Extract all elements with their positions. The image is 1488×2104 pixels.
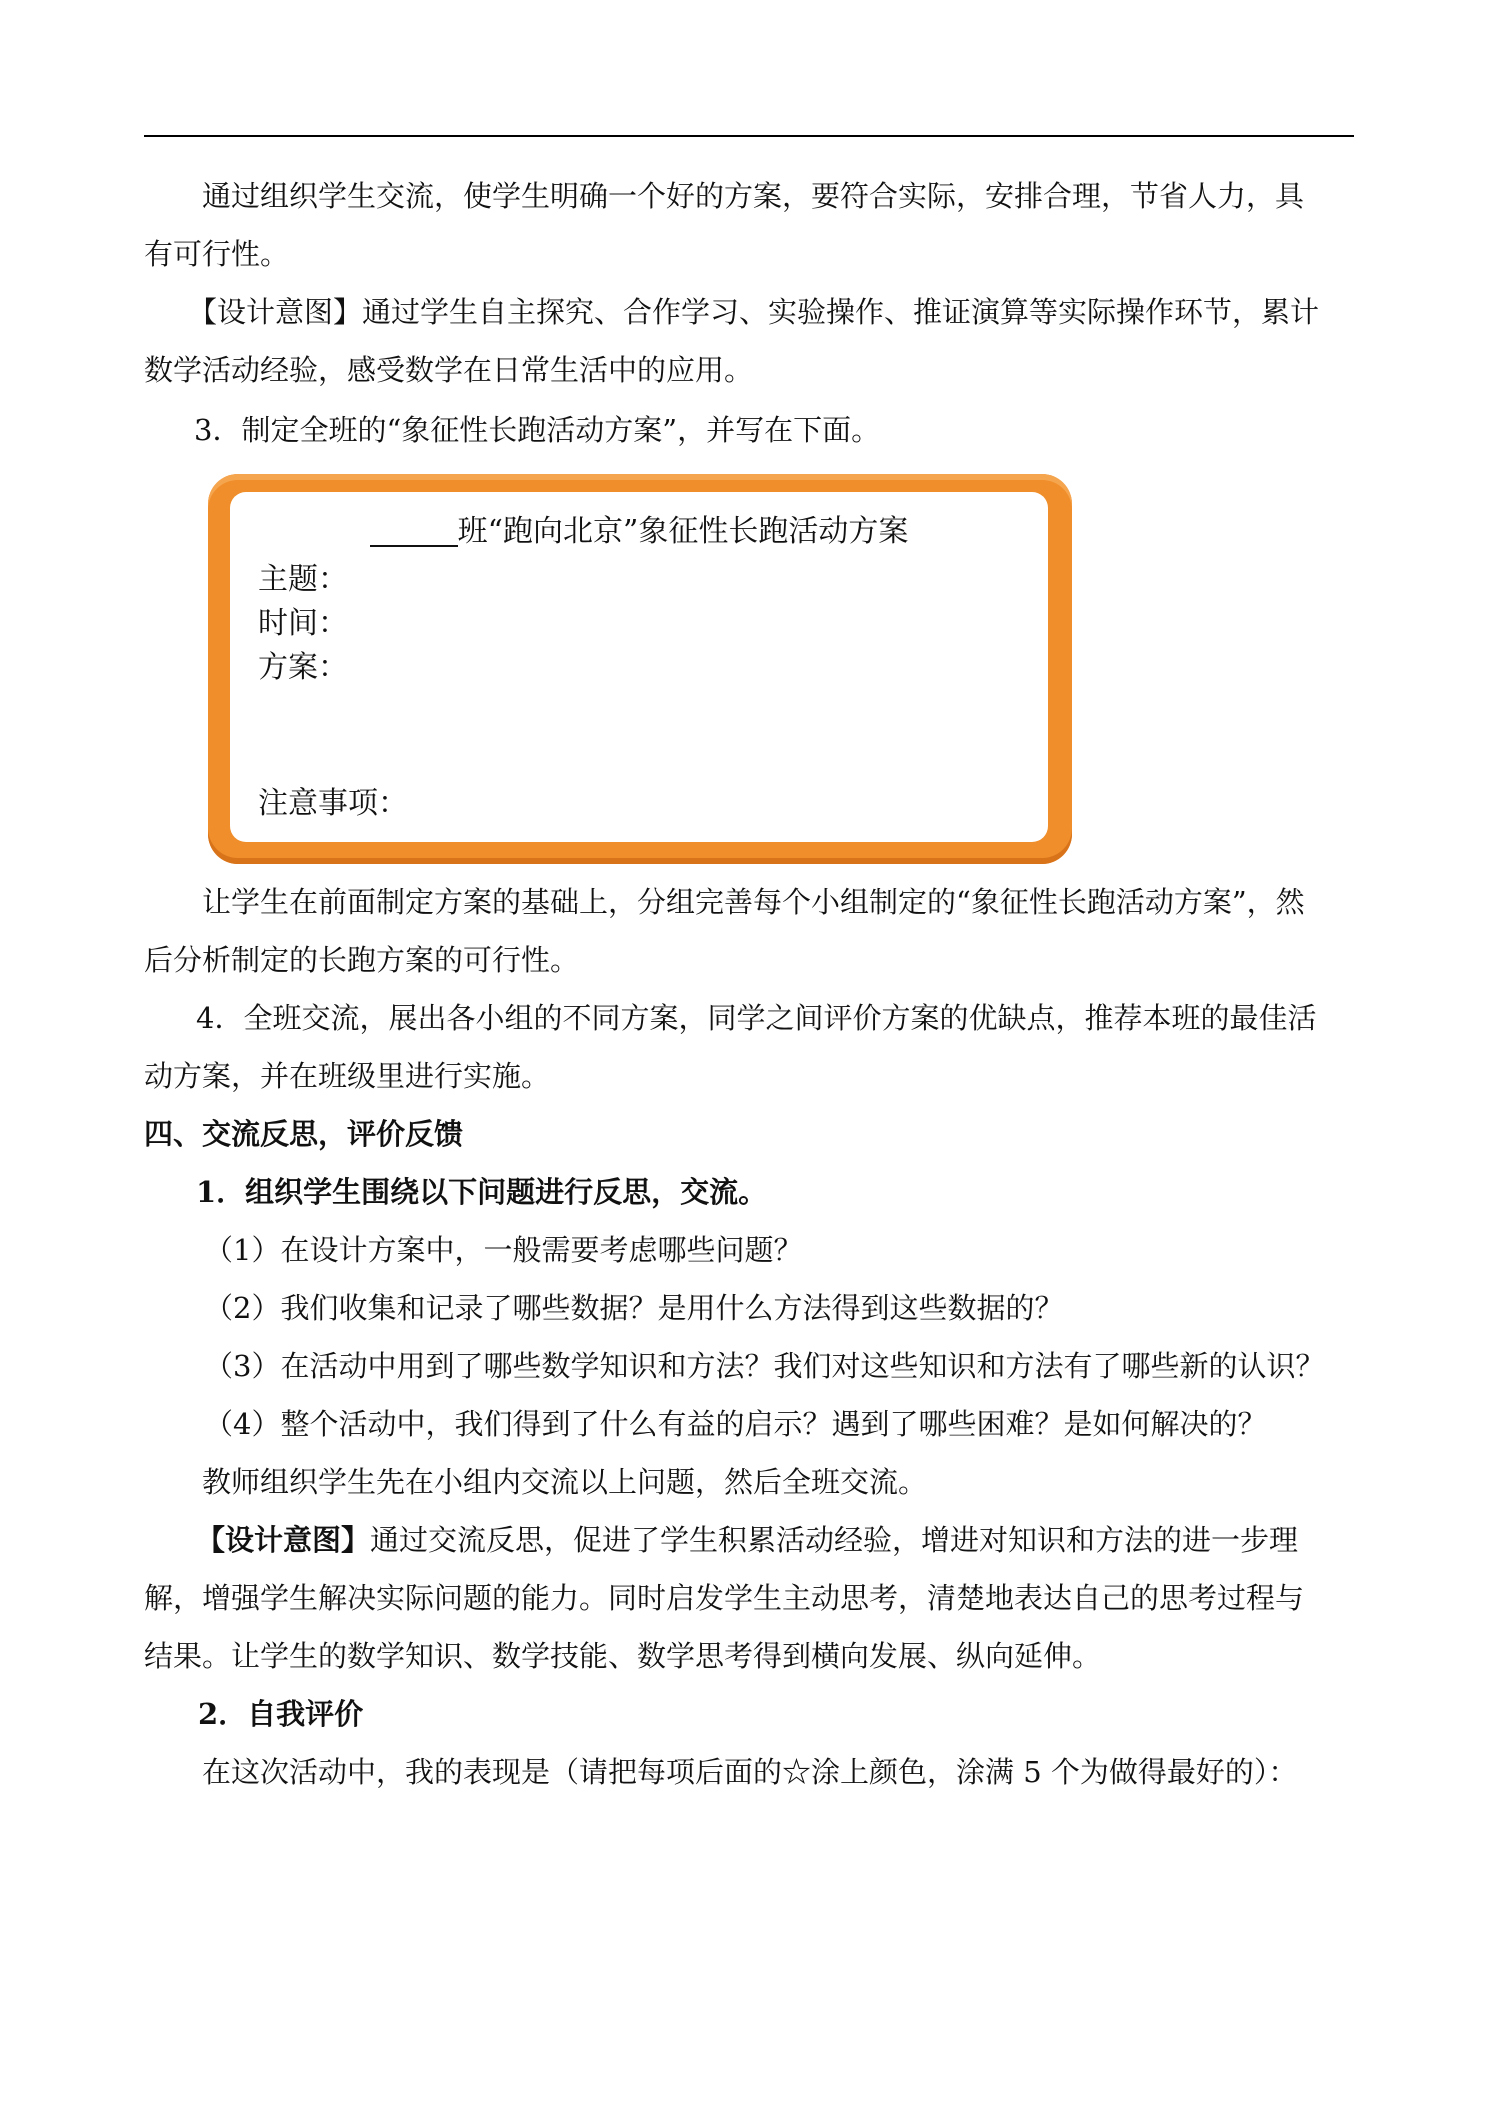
plan-box	[208, 474, 1072, 864]
design-intent-body: 通过交流反思，促进了学生积累活动经验，增进对知识和方法的进一步理	[370, 1523, 1299, 1557]
step-4-text: 动方案，并在班级里进行实施。	[144, 1059, 551, 1093]
design-intent-text: 数学活动经验，感受数学在日常生活中的应用。	[144, 353, 754, 387]
subsection-heading: 1．组织学生围绕以下问题进行反思，交流。	[196, 1175, 768, 1209]
header-rule	[144, 135, 1354, 137]
design-intent-text: 解，增强学生解决实际问题的能力。同时启发学生主动思考，清楚地表达自己的思考过程与	[144, 1581, 1305, 1615]
design-intent-text: 【设计意图】通过学生自主探究、合作学习、实验操作、推证演算等实际操作环节，累计	[188, 295, 1320, 329]
design-intent-text	[196, 1520, 1408, 1560]
question-item: （2）我们收集和记录了哪些数据？是用什么方法得到这些数据的？	[204, 1291, 1064, 1325]
design-intent-label: 【设计意图】	[196, 1523, 371, 1557]
class-blank-line	[370, 515, 458, 547]
section-heading: 四、交流反思，评价反馈	[144, 1117, 464, 1151]
field-plan: 方案：	[258, 650, 348, 685]
question-item: （1）在设计方案中，一般需要考虑哪些问题？	[204, 1233, 803, 1267]
field-time: 时间：	[258, 606, 348, 641]
design-intent-text: 结果。让学生的数学知识、数学技能、数学思考得到横向发展、纵向延伸。	[144, 1639, 1102, 1673]
plan-title-text: 班“跑向北京”象征性长跑活动方案	[457, 514, 909, 549]
paragraph-text: 让学生在前面制定方案的基础上，分组完善每个小组制定的“象征性长跑活动方案”，然	[202, 885, 1305, 919]
plan-box-inner	[230, 492, 1048, 842]
field-topic: 主题：	[258, 562, 348, 597]
paragraph-text: 后分析制定的长跑方案的可行性。	[144, 943, 580, 977]
question-item: （4）整个活动中，我们得到了什么有益的启示？遇到了哪些困难？是如何解决的？	[204, 1407, 1267, 1441]
self-eval-text: 在这次活动中，我的表现是（请把每项后面的☆涂上颜色，涂满 5 个为做得最好的）：	[202, 1755, 1298, 1789]
subsection-heading: 2．自我评价	[198, 1697, 364, 1731]
paragraph-text: 有可行性。	[144, 237, 290, 271]
plan-title	[230, 512, 1048, 552]
teacher-note: 教师组织学生先在小组内交流以上问题，然后全班交流。	[202, 1465, 928, 1499]
step-4-text: 4．全班交流，展出各小组的不同方案，同学之间评价方案的优缺点，推荐本班的最佳活	[196, 1001, 1317, 1035]
paragraph-text: 通过组织学生交流，使学生明确一个好的方案，要符合实际，安排合理，节省人力，具	[202, 179, 1305, 213]
question-item: （3）在活动中用到了哪些数学知识和方法？我们对这些知识和方法有了哪些新的认识？	[204, 1349, 1325, 1383]
field-notes: 注意事项：	[258, 786, 408, 821]
step-3-text: 3．制定全班的“象征性长跑活动方案”，并写在下面。	[194, 413, 881, 447]
